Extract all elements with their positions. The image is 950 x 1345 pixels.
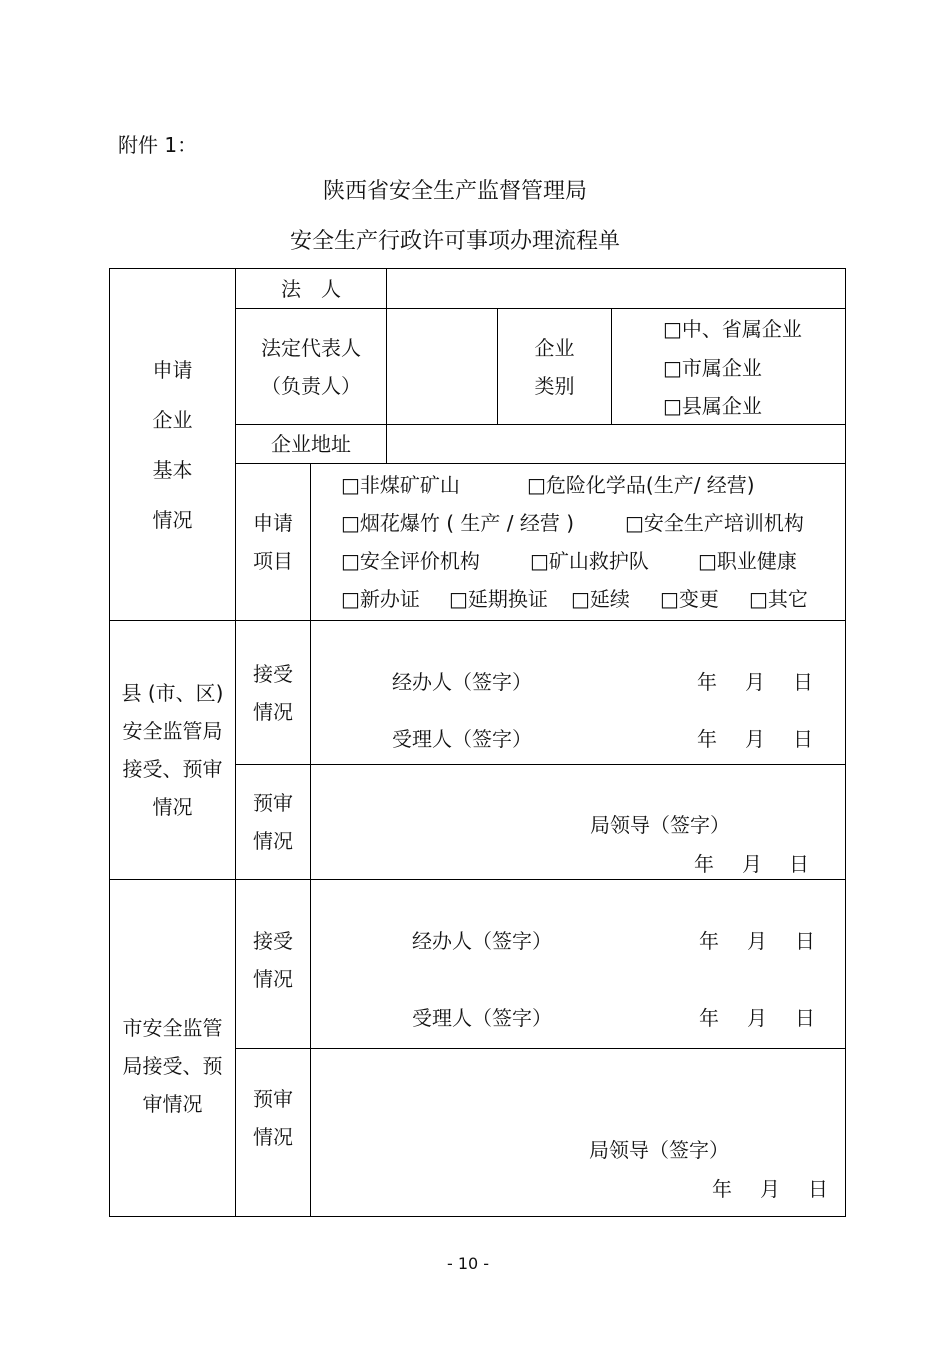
section3-receiver-signature[interactable]: 受理人（签字）	[412, 1006, 552, 1030]
checkbox-occupational-health[interactable]: □职业健康	[698, 549, 797, 573]
date-day: 日	[795, 1006, 815, 1030]
section3-label-line: 市安全监管	[122, 1016, 223, 1040]
review-line: 预审	[253, 791, 293, 815]
section2-accept-label	[236, 621, 310, 764]
review-line: 预审	[253, 1086, 293, 1111]
checkbox-central-provincial[interactable]: □中、省属企业	[663, 317, 802, 341]
review-line: 情况	[253, 1124, 293, 1149]
section1-label-line: 企业	[152, 407, 193, 432]
section1-label-line: 情况	[152, 507, 193, 532]
enterprise-type-label	[498, 309, 611, 424]
section1-label-line: 基本	[152, 457, 193, 482]
address-field[interactable]	[387, 425, 845, 463]
date-year: 年	[712, 1177, 732, 1201]
section2-handler-signature[interactable]: 经办人（签字）	[392, 670, 532, 694]
legal-rep-line: 法定代表人	[261, 335, 361, 360]
date-year: 年	[699, 1006, 719, 1030]
checkbox-renewal-exchange[interactable]: □延期换证	[449, 587, 548, 611]
date-day: 日	[795, 929, 815, 953]
section1-label	[110, 269, 235, 620]
date-day: 日	[793, 727, 813, 751]
section3-handler-signature[interactable]: 经办人（签字）	[412, 929, 552, 953]
checkbox-new-license[interactable]: □新办证	[341, 587, 420, 611]
address-text: 企业地址	[271, 432, 351, 456]
section2-review-label	[236, 765, 310, 879]
date-day: 日	[793, 670, 813, 694]
legal-person-text: 法 人	[281, 276, 341, 301]
address-label	[236, 425, 386, 463]
date-year: 年	[699, 929, 719, 953]
checkbox-hazardous-chemicals[interactable]: □危险化学品(生产/ 经营)	[527, 473, 755, 497]
attachment-label: 附件 1：	[118, 133, 198, 157]
accept-line: 接受	[253, 929, 293, 953]
section2-label-line: 县 (市、区)	[121, 681, 224, 705]
checkbox-other[interactable]: □其它	[749, 587, 808, 611]
date-month: 月	[747, 1006, 767, 1030]
title-line-2: 安全生产行政许可事项办理流程单	[289, 229, 620, 254]
section3-label	[110, 880, 235, 1216]
checkbox-safety-evaluation[interactable]: □安全评价机构	[341, 549, 480, 573]
legal-rep-label	[236, 309, 386, 424]
date-month: 月	[760, 1177, 780, 1201]
review-line: 情况	[253, 829, 293, 853]
section2-label	[110, 621, 235, 879]
legal-rep-line: （负责人）	[261, 373, 361, 398]
page-number: - 10 -	[446, 1254, 490, 1273]
apply-item-line: 申请	[253, 511, 293, 535]
title-line-1: 陕西省安全生产监督管理局	[322, 179, 587, 204]
enterprise-type-line: 企业	[534, 335, 575, 360]
section3-label-line: 局接受、预	[122, 1054, 223, 1078]
date-day: 日	[789, 852, 809, 876]
date-month: 月	[747, 929, 767, 953]
date-month: 月	[742, 852, 762, 876]
checkbox-county[interactable]: □县属企业	[663, 394, 762, 418]
section2-leader-signature[interactable]: 局领导（签字）	[590, 813, 730, 837]
section2-label-line: 情况	[152, 795, 193, 819]
legal-rep-field[interactable]	[387, 309, 497, 424]
accept-line: 情况	[253, 699, 293, 724]
section1-label-line: 申请	[152, 357, 193, 382]
apply-item-line: 项目	[253, 549, 293, 573]
checkbox-mine-rescue[interactable]: □矿山救护队	[530, 549, 649, 573]
legal-person-label	[236, 269, 386, 308]
checkbox-change[interactable]: □变更	[660, 587, 719, 611]
accept-line: 接受	[253, 661, 293, 686]
apply-item-label	[236, 464, 310, 620]
section3-accept-label	[236, 880, 310, 1048]
legal-person-field[interactable]	[387, 269, 845, 308]
date-month: 月	[745, 727, 765, 751]
section3-leader-signature[interactable]: 局领导（签字）	[589, 1138, 729, 1162]
date-year: 年	[694, 852, 714, 876]
date-day: 日	[808, 1177, 828, 1201]
section2-label-line: 安全监管局	[122, 719, 223, 743]
date-month: 月	[745, 670, 765, 694]
section2-label-line: 接受、预审	[122, 757, 223, 781]
date-year: 年	[697, 670, 717, 694]
section3-review-label	[236, 1049, 310, 1216]
section2-receiver-signature[interactable]: 受理人（签字）	[392, 727, 532, 751]
enterprise-type-line: 类别	[534, 373, 575, 398]
checkbox-safety-training[interactable]: □安全生产培训机构	[625, 511, 804, 535]
accept-line: 情况	[253, 967, 293, 991]
date-year: 年	[697, 727, 717, 751]
checkbox-fireworks[interactable]: □烟花爆竹 ( 生产 / 经营 )	[341, 511, 575, 535]
checkbox-municipal[interactable]: □市属企业	[663, 356, 762, 380]
section3-label-line: 审情况	[142, 1092, 203, 1116]
checkbox-non-coal-mine[interactable]: □非煤矿矿山	[341, 473, 460, 497]
checkbox-continuation[interactable]: □延续	[571, 587, 630, 611]
